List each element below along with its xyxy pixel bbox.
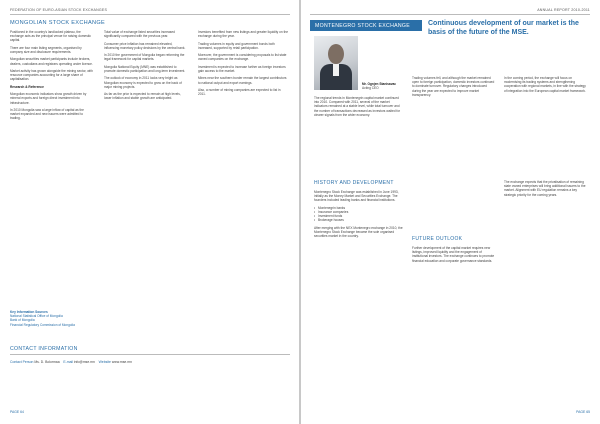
- ceo-portrait: [314, 36, 358, 90]
- paragraph: Investment is expected to increase further as foreign investors gain access to the market.: [198, 64, 286, 73]
- portrait-head: [328, 44, 344, 64]
- exchange-title-banner: MONTENEGRO STOCK EXCHANGE: [310, 20, 422, 31]
- contact-person: Ms. D. Bolormaa: [34, 360, 60, 364]
- list-item: • Montenegrin banks: [314, 206, 404, 210]
- paragraph: The exchange expects that the privatisation of remaining state owned enterprises will bring additional issuers to the market. Alignment with EU regulation remains a key strategic priority for the coming years.: [504, 180, 586, 197]
- key-info-line: Financial Regulatory Commission of Mongolia: [10, 322, 75, 327]
- website-link[interactable]: www.mse.mn: [111, 360, 132, 364]
- future-outlook-title: FUTURE OUTLOOK: [412, 236, 463, 242]
- paragraph: There are four main listing segments, organised by company size and disclosure requirements.: [10, 45, 82, 54]
- page-number-left: PAGE 64: [10, 410, 24, 414]
- paragraph: Mongolian economic indicators show growth driven by mineral exports and foreign direct investment into infrastructure.: [10, 92, 87, 105]
- header-rule: [310, 14, 590, 15]
- contact-title: CONTACT INFORMATION: [10, 346, 78, 352]
- paragraph: Trading volumes fell, and although the market remained open to foreign participation, domestic investors continued to dominate turnover. Regulatory changes introduced during the year are expected to improve market transparency.: [412, 76, 495, 97]
- key-information: [10, 310, 140, 332]
- page-spine: [299, 0, 301, 424]
- text-column-1: [10, 30, 94, 230]
- contact-rule: [10, 354, 290, 355]
- headline-quote: Continuous development of our market is the basis of the future of the MSE.: [428, 20, 579, 36]
- paragraph: Mines near the southern border remain the largest contributors to national output and export earnings.: [198, 76, 287, 85]
- email-label: E-mail: [63, 360, 73, 364]
- running-header-right: ANNUAL REPORT 2010-2011: [537, 8, 590, 12]
- website-label: Website: [98, 360, 111, 364]
- portrait-collar: [333, 64, 339, 76]
- section-title-mongolia: MONGOLIAN STOCK EXCHANGE: [10, 20, 106, 26]
- paragraph: After merging with the NEX Montenegro exchange in 2010, the Montenegro Stock Exchange became the sole organised securities market in the country.: [314, 225, 403, 239]
- running-header-left: FEDERATION OF EURO-ASIAN STOCK EXCHANGES: [10, 8, 108, 12]
- paragraph: Trading volumes in equity and government bonds both increased, supported by retail participation.: [198, 41, 275, 50]
- intro-column-2: [412, 76, 496, 174]
- history-column: [314, 190, 404, 310]
- page-number-right: PAGE 65: [576, 410, 590, 414]
- email-link[interactable]: info@mse.mn: [73, 360, 95, 364]
- intro-column-1: [314, 96, 404, 174]
- contact-person-label: Contact Person: [10, 360, 34, 364]
- paragraph: Also, a number of mining companies are expected to list in 2011.: [198, 87, 281, 97]
- history-title: HISTORY AND DEVELOPMENT: [314, 180, 394, 186]
- future-column: [412, 246, 496, 396]
- text-column-2: [104, 30, 188, 230]
- paragraph: Mongolian securities market participants include brokers, dealers, custodians and registrars operating under licence.: [10, 57, 93, 66]
- key-info-label: Key Information Sources: [10, 310, 48, 314]
- ceo-title: Acting CEO: [362, 86, 379, 91]
- paragraph: Investors benefited from new listings and greater liquidity on the exchange during the year.: [198, 30, 288, 39]
- paragraph: Moreover, the government is considering proposals to list state owned companies on the exchange.: [198, 53, 287, 62]
- paragraph: As far as the prior is expected to remain at high levels, lower inflation and stable growth are anticipated.: [104, 92, 181, 101]
- paragraph: The regional trends in Montenegrin capital market continued into 2010. Compared with 2011, several of the market indicators remained at a stable level, while total turnover and the number of transactions decreased as investors waited for clearer signals from the wider economy.: [314, 96, 401, 117]
- paragraph: In 2010 Mongolia saw a large inflow of capital as the market expanded and new issuers were admitted to trading.: [10, 107, 84, 121]
- right-text-column-3: [504, 180, 588, 390]
- paragraph: The outlook of economy in 2011 looks very bright as Mongolian economy is expected to grow on the back of major mining projects.: [104, 76, 182, 89]
- paragraph: Consumer price inflation has remained elevated, influencing monetary policy decisions by the central bank.: [104, 41, 186, 50]
- right-page: [300, 0, 600, 424]
- paragraph: In the coming period, the exchange will focus on modernising its trading systems and strengthening cooperation with regional markets, in line with the strategy of integration into the European capital market framework.: [504, 76, 586, 93]
- ceo-name: Mr. Ognjen Stanisavac: [362, 82, 397, 86]
- key-info-line: National Statistical Office of Mongolia: [10, 314, 63, 319]
- list-item: • Brokerage houses: [314, 218, 404, 222]
- text-column-3: [198, 30, 288, 230]
- paragraph: Market activity has grown alongside the mining sector, with resource companies accounting for a large share of capitalisation.: [10, 68, 93, 82]
- list-item: • Insurance companies: [314, 210, 404, 214]
- paragraph: Mongolia National Equity (MNE) was established to promote domestic participation and long-term investment.: [104, 64, 186, 73]
- intro-column-3: [504, 76, 588, 174]
- paragraph: Positioned in the country's landlocked plateau, the exchange acts as the principal venue for raising domestic capital.: [10, 30, 91, 43]
- key-info-line: Bank of Mongolia: [10, 318, 35, 323]
- paragraph: In 2010 the government of Mongolia began reforming the legal framework for capital markets.: [104, 53, 185, 62]
- paragraph: Further development of the capital market requires new listings, improved liquidity and the engagement of institutional investors. The exchange continues to promote financial education and corporate governance standards.: [412, 246, 495, 263]
- paragraph: Montenegro Stock Exchange was established in June 1993, initially as the Money Market and Securities Exchange. The founders included leading banks and financial institutions.: [314, 190, 399, 203]
- contact-row: [10, 360, 290, 366]
- paragraph: Total value of exchange listed securities increased significantly compared with the previous year.: [104, 30, 175, 39]
- subheading: Research & Reference: [10, 84, 44, 89]
- list-item: • Investment funds: [314, 214, 404, 218]
- header-rule: [10, 14, 290, 15]
